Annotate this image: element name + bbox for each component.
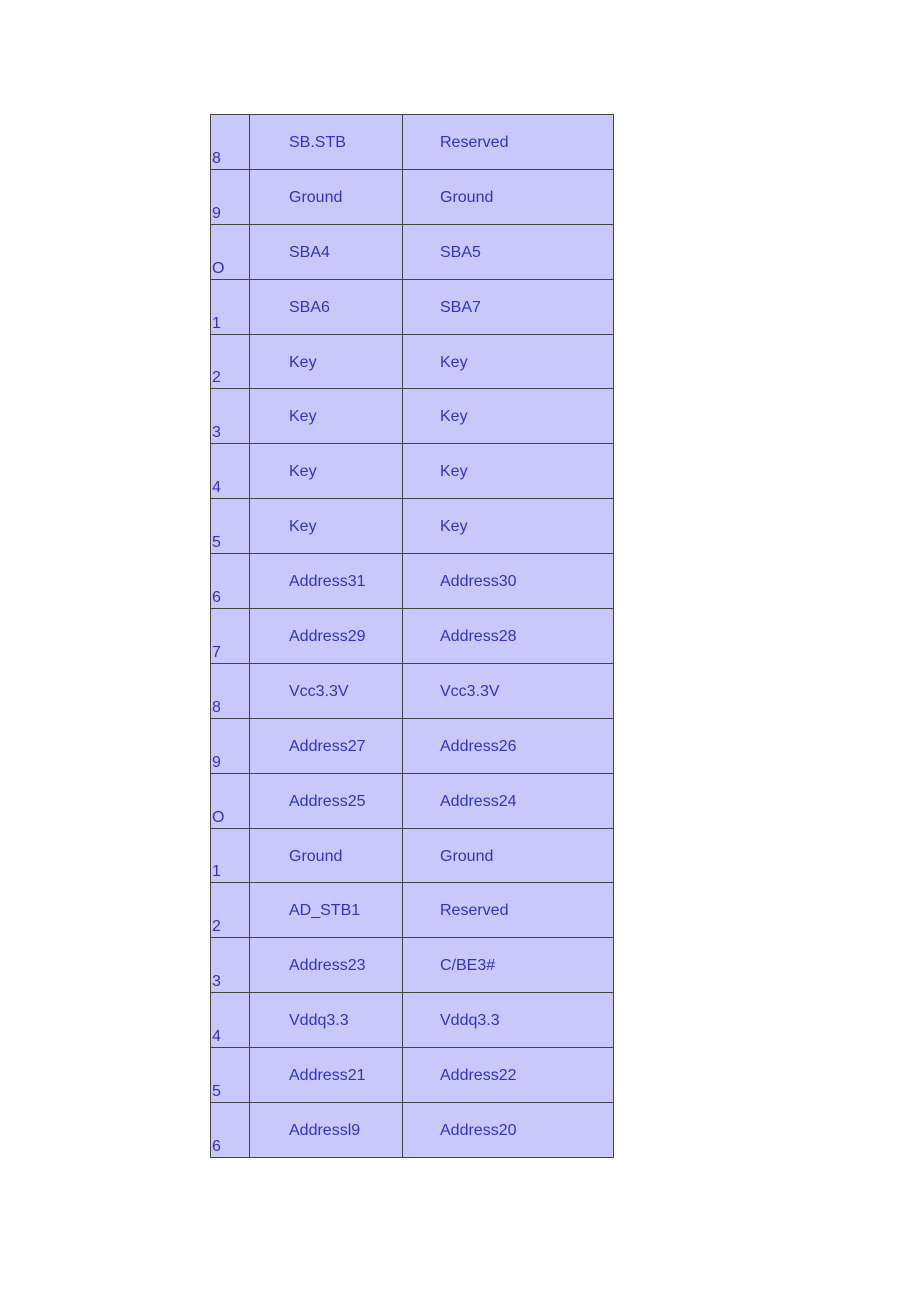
signal-a-cell: Ground: [250, 828, 403, 883]
table-row: [211, 554, 614, 609]
signal-b-cell: C/BE3#: [403, 938, 614, 993]
signal-b-cell: Address24: [403, 773, 614, 828]
signal-a-cell: Vddq3.3: [250, 993, 403, 1048]
table-row: [211, 663, 614, 718]
pin-number-cell: 9: [211, 718, 250, 773]
pin-number-cell: 1: [211, 828, 250, 883]
signal-b-cell: SBA7: [403, 279, 614, 334]
pin-number-cell: 5: [211, 1048, 250, 1103]
signal-a-cell: Address29: [250, 609, 403, 664]
table-row: [211, 993, 614, 1048]
table-row: [211, 1103, 614, 1158]
pin-number-cell: 2: [211, 883, 250, 938]
table-row: [211, 389, 614, 444]
pin-number-cell: 2: [211, 334, 250, 389]
signal-a-cell: SB.STB: [250, 115, 403, 170]
pin-number-cell: 5: [211, 499, 250, 554]
signal-b-cell: Vcc3.3V: [403, 663, 614, 718]
signal-b-cell: Ground: [403, 828, 614, 883]
signal-b-cell: SBA5: [403, 224, 614, 279]
signal-b-cell: Address30: [403, 554, 614, 609]
signal-b-cell: Key: [403, 499, 614, 554]
table-row: [211, 334, 614, 389]
pin-number-cell: 3: [211, 938, 250, 993]
signal-a-cell: Address31: [250, 554, 403, 609]
table-row: [211, 938, 614, 993]
signal-a-cell: Vcc3.3V: [250, 663, 403, 718]
signal-b-cell: Reserved: [403, 115, 614, 170]
pin-number-cell: 4: [211, 444, 250, 499]
pin-number-cell: 6: [211, 554, 250, 609]
table-row: [211, 773, 614, 828]
pin-number-cell: 8: [211, 663, 250, 718]
signal-b-cell: Key: [403, 444, 614, 499]
pin-number-cell: O: [211, 773, 250, 828]
signal-a-cell: Key: [250, 389, 403, 444]
table-row: [211, 224, 614, 279]
table-row: [211, 279, 614, 334]
table-row: [211, 115, 614, 170]
signal-a-cell: SBA6: [250, 279, 403, 334]
pin-number-cell: 4: [211, 993, 250, 1048]
table-row: [211, 169, 614, 224]
signal-b-cell: Address20: [403, 1103, 614, 1158]
table-row: [211, 1048, 614, 1103]
pin-table-body: [211, 115, 614, 1158]
signal-a-cell: Address25: [250, 773, 403, 828]
signal-b-cell: Ground: [403, 169, 614, 224]
table-row: [211, 609, 614, 664]
signal-a-cell: SBA4: [250, 224, 403, 279]
signal-a-cell: Key: [250, 499, 403, 554]
signal-a-cell: Ground: [250, 169, 403, 224]
signal-a-cell: Address27: [250, 718, 403, 773]
pin-number-cell: 7: [211, 609, 250, 664]
signal-a-cell: AD_STB1: [250, 883, 403, 938]
pin-number-cell: 8: [211, 115, 250, 170]
signal-a-cell: Address23: [250, 938, 403, 993]
table-row: [211, 883, 614, 938]
signal-a-cell: Addressl9: [250, 1103, 403, 1158]
pin-number-cell: 1: [211, 279, 250, 334]
signal-b-cell: Key: [403, 389, 614, 444]
signal-b-cell: Key: [403, 334, 614, 389]
signal-b-cell: Reserved: [403, 883, 614, 938]
signal-b-cell: Address22: [403, 1048, 614, 1103]
pin-assignment-table: [210, 114, 614, 1158]
signal-a-cell: Address21: [250, 1048, 403, 1103]
table-row: [211, 828, 614, 883]
table-row: [211, 499, 614, 554]
pin-number-cell: 9: [211, 169, 250, 224]
pin-number-cell: 3: [211, 389, 250, 444]
table-row: [211, 718, 614, 773]
signal-b-cell: Address26: [403, 718, 614, 773]
pin-number-cell: O: [211, 224, 250, 279]
signal-b-cell: Vddq3.3: [403, 993, 614, 1048]
pin-number-cell: 6: [211, 1103, 250, 1158]
table-row: [211, 444, 614, 499]
signal-a-cell: Key: [250, 334, 403, 389]
signal-a-cell: Key: [250, 444, 403, 499]
signal-b-cell: Address28: [403, 609, 614, 664]
